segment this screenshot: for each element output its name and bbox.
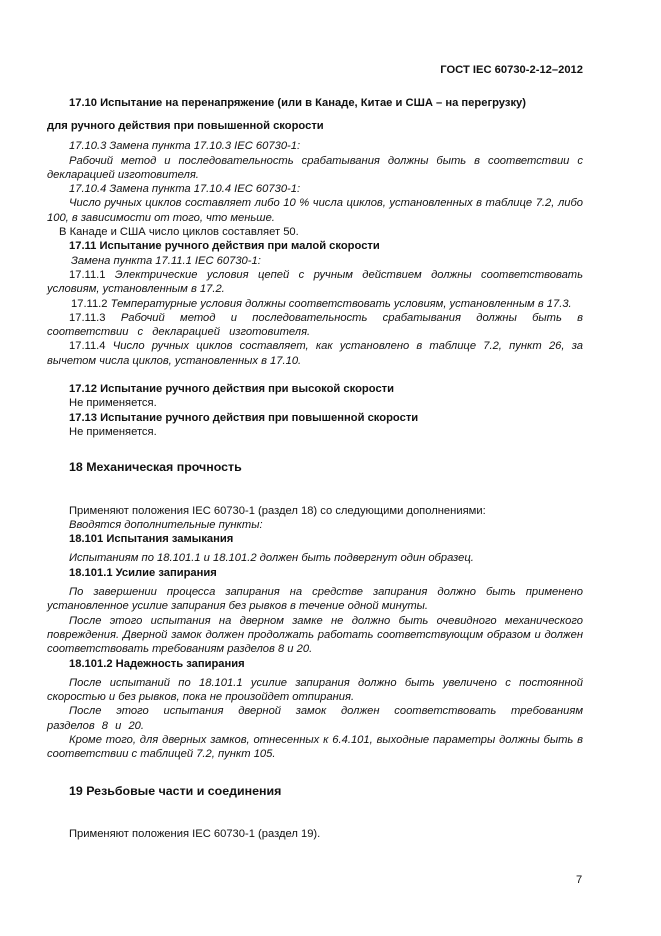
document-header: ГОСТ IEC 60730-2-12–2012 bbox=[440, 64, 583, 76]
clause-text: Рабочий метод и последовательность срабатывания должны быть в соответствии с декларацией изготовителя. bbox=[47, 311, 583, 339]
page-number: 7 bbox=[576, 874, 583, 886]
section-17-13-title: 17.13 Испытание ручного действия при повышенной скорости bbox=[69, 411, 419, 424]
clause-18-101-2-extra: Кроме того, для дверных замков, отнесенных к 6.4.101, выходные параметры должны быть в соответствии с таблицей 7.2, пункт 105. bbox=[47, 733, 583, 761]
clause-17-10-4-text: Число ручных циклов составляет либо 10 % числа циклов, установленных в таблице 7.2, либо 100, в зависимости от того, что меньше. bbox=[47, 197, 583, 224]
section-17-12-title: 17.12 Испытание ручного действия при высокой скорости bbox=[69, 383, 395, 396]
clause-18-101-2-after: После этого испытания дверной замок должен соответствовать требованиям разделов 8 и 20. bbox=[47, 705, 583, 732]
clause-text: Электрические условия цепей с ручным действием должны соответствовать условиям, установленным в 17.2. bbox=[47, 268, 584, 296]
section-17-12-text: Не применяется. bbox=[69, 397, 157, 410]
clause-17-10-3: 17.10.3 Замена пункта 17.10.3 IEC 60730-1: bbox=[69, 140, 301, 153]
clause-17-11-3 bbox=[47, 311, 583, 340]
clause-17-10-4-note: В Канаде и США число циклов составляет 50. bbox=[59, 226, 299, 239]
section-18-intro: Применяют положения IEC 60730-1 (раздел 18) со следующими дополнениями: bbox=[69, 504, 486, 517]
section-18-added-clauses: Вводятся дополнительные пункты: bbox=[69, 518, 263, 531]
clause-number: 17.11.3 bbox=[69, 311, 106, 324]
clause-text: Число ручных циклов составляет, как установлено в таблице 7.2, пункт 26, за вычетом числа циклов, установленных в 17.10. bbox=[47, 340, 583, 367]
clause-17-11-2 bbox=[47, 297, 583, 311]
clause-18-101-1-after: После этого испытания на дверном замке не должно быть очевидного механического повреждения. Дверной замок должен продолжать работать соответствующим образом и должен соответствовать требованиям разделов 8 и 20. bbox=[47, 614, 583, 656]
clause-17-10-3-text: Рабочий метод и последовательность срабатывания должны быть в соответствии с декларацией изготовителя. bbox=[47, 154, 583, 181]
clause-number: 17.11.2 bbox=[71, 297, 108, 310]
clause-17-10-4: 17.10.4 Замена пункта 17.10.4 IEC 60730-1: bbox=[69, 183, 301, 196]
clause-18-101-1-title: 18.101.1 Усилие запирания bbox=[69, 566, 217, 579]
clause-17-11-4 bbox=[47, 339, 583, 368]
clause-18-101-2-text: После испытаний по 18.101.1 усилие запирания должно быть увеличено с постоянной скоростью и без рывков, пока не произойдет отпирания. bbox=[47, 676, 583, 704]
document-body bbox=[47, 93, 583, 841]
clause-17-11-replace: Замена пункта 17.11.1 IEC 60730-1: bbox=[71, 254, 261, 267]
clause-text: Температурные условия должны соответствовать условиям, установленным в 17.3. bbox=[110, 297, 572, 310]
clause-18-101-text: Испытаниям по 18.101.1 и 18.101.2 должен быть подвергнут один образец. bbox=[69, 552, 474, 565]
clause-18-101-2-title: 18.101.2 Надежность запирания bbox=[69, 657, 245, 670]
section-19-text: Применяют положения IEC 60730-1 (раздел 19). bbox=[69, 827, 321, 840]
section-19-title: 19 Резьбовые части и соединения bbox=[69, 783, 282, 798]
section-17-13-text: Не применяется. bbox=[69, 425, 157, 438]
section-17-10-title-line2: для ручного действия при повышенной скорости bbox=[47, 120, 324, 132]
section-17-11-title: 17.11 Испытание ручного действия при малой скорости bbox=[69, 240, 380, 253]
clause-number: 17.11.4 bbox=[69, 340, 106, 353]
section-18-title: 18 Механическая прочность bbox=[69, 460, 242, 475]
clause-17-11-1 bbox=[47, 268, 583, 297]
clause-18-101-1-text: По завершении процесса запирания на средстве запирания должно быть применено установленное усилие запирания без рывков в течение одной минуты. bbox=[47, 586, 583, 613]
clause-18-101-title: 18.101 Испытания замыкания bbox=[69, 533, 234, 546]
clause-number: 17.11.1 bbox=[69, 268, 106, 281]
section-17-10-title-line1: 17.10 Испытание на перенапряжение (или в Канаде, Китае и США – на перегрузку) bbox=[69, 97, 526, 109]
